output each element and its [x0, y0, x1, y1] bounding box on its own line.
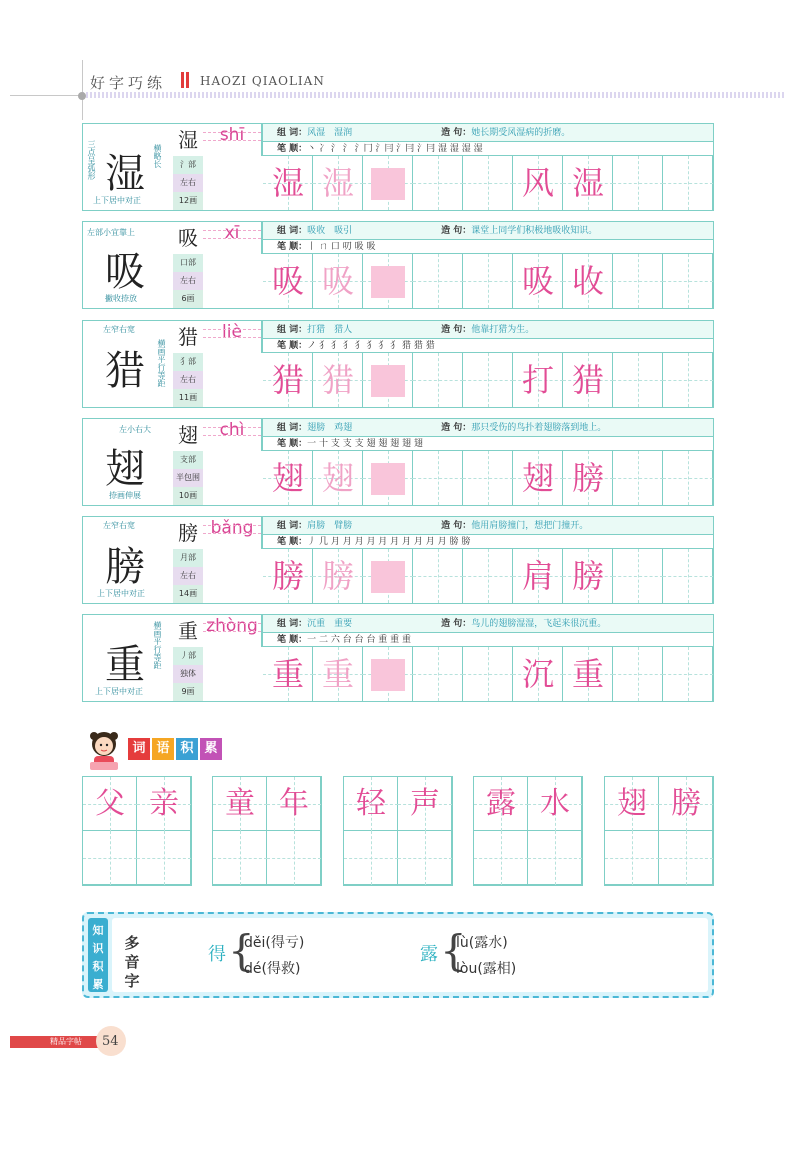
writing-tip: 横画平行等距 — [153, 621, 162, 669]
vocab-word-grid — [604, 776, 714, 886]
vocab-cell[interactable] — [528, 777, 582, 831]
stroke-order: 丿 几 月 月 月 月 月 月 月 月 月 月 膀 膀 — [307, 537, 471, 547]
model-character: 吸 — [105, 249, 145, 295]
zuci-label: 组 词： — [277, 619, 308, 629]
structure: 独体 — [173, 665, 203, 683]
practice-cell[interactable] — [613, 254, 663, 308]
zaoju-sentence: 她长期受风湿病的折磨。 — [471, 128, 571, 138]
pinyin: xī — [224, 223, 240, 243]
practice-cell[interactable] — [663, 451, 713, 505]
practice-row — [82, 221, 714, 309]
small-character: 湿 — [178, 128, 198, 152]
zaoju-sentence: 课堂上同学们积极地吸收知识。 — [471, 226, 598, 236]
vocab-character: 童 — [225, 786, 255, 821]
stroke-count: 6画 — [173, 290, 203, 308]
practice-cell[interactable] — [513, 647, 563, 701]
vocab-character: 露 — [486, 786, 516, 821]
practice-character: 膀 — [571, 557, 604, 595]
model-character: 湿 — [105, 151, 145, 197]
header-subtitle: HAOZI QIAOLIAN — [200, 74, 325, 88]
practice-character: 湿 — [571, 164, 604, 202]
stroke-order: 丶 冫 氵 氵 氵冂 氵冃 氵冃 氵冃 湿 湿 湿 湿 — [307, 144, 483, 154]
practice-cell[interactable] — [363, 353, 413, 407]
zaoju-sentence: 那只受伤的鸟扑着翅膀落到地上。 — [471, 423, 607, 433]
vocab-character: 声 — [410, 786, 440, 821]
practice-character: 猎 — [571, 361, 604, 399]
word-sentence-line — [263, 517, 713, 535]
zuci-words: 翅膀 鸡翅 — [307, 423, 353, 433]
zaoju-sentence: 他靠打猎为生。 — [471, 325, 535, 335]
practice-character: 重 — [321, 655, 354, 693]
practice-cell[interactable] — [663, 254, 713, 308]
zuci-words: 打猎 猎人 — [307, 325, 353, 335]
vocab-cell[interactable] — [213, 831, 267, 885]
vocab-cell[interactable] — [83, 831, 137, 885]
vocab-cell[interactable] — [267, 831, 321, 885]
practice-character: 猎 — [321, 361, 354, 399]
practice-cell[interactable] — [563, 156, 613, 210]
character-info — [173, 321, 203, 407]
character-annotation — [83, 615, 173, 701]
bihua-label: 笔 顺： — [277, 144, 308, 154]
character-annotation — [83, 419, 173, 505]
practice-grid — [263, 549, 713, 603]
practice-grid — [263, 353, 713, 407]
stroke-order-line — [263, 240, 713, 254]
vocab-character: 翅 — [617, 786, 647, 821]
stroke-count: 9画 — [173, 683, 203, 701]
practice-row — [82, 418, 714, 506]
character-annotation — [83, 124, 173, 210]
word-sentence-line — [263, 419, 713, 437]
practice-cell[interactable] — [263, 549, 313, 603]
pinyin-guide-line — [203, 623, 261, 624]
vocab-cell[interactable] — [605, 831, 659, 885]
practice-cell[interactable] — [513, 254, 563, 308]
writing-tip: 左小右大 — [119, 425, 151, 434]
vocab-cell[interactable] — [528, 831, 582, 885]
practice-row — [82, 614, 714, 702]
practice-character: 膀 — [321, 557, 354, 595]
practice-cell[interactable] — [363, 156, 413, 210]
practice-cell[interactable] — [663, 353, 713, 407]
practice-character: 吸 — [321, 262, 354, 300]
practice-cell[interactable] — [513, 549, 563, 603]
character-info — [173, 419, 203, 505]
polyphone-char: 得 — [208, 944, 226, 965]
vocab-character: 父 — [95, 786, 125, 821]
vocab-title-char: 积 — [176, 738, 198, 760]
knowledge-side-char: 识 — [92, 942, 104, 955]
practice-grid — [263, 254, 713, 308]
practice-character: 湿 — [321, 164, 354, 202]
bihua-label: 笔 顺： — [277, 537, 308, 547]
practice-character: 打 — [521, 361, 554, 399]
structure: 左右 — [173, 567, 203, 585]
vocab-cell[interactable] — [83, 777, 137, 831]
footer-bar — [10, 1036, 102, 1048]
practice-cell[interactable] — [363, 549, 413, 603]
knowledge-box — [82, 912, 714, 998]
pinyin-guide-line — [203, 631, 261, 632]
vocab-word-grid — [212, 776, 322, 886]
pinyin-guide-line — [203, 238, 261, 239]
practice-character: 猎 — [271, 361, 304, 399]
bihua-label: 笔 顺： — [277, 439, 308, 449]
small-character: 翅 — [178, 423, 198, 447]
small-character: 膀 — [178, 521, 198, 545]
knowledge-side-char: 知 — [92, 924, 104, 937]
practice-cell[interactable] — [563, 549, 613, 603]
practice-grid — [263, 156, 713, 210]
zaoju-label: 造 句： — [441, 128, 472, 138]
radical: 口部 — [173, 254, 203, 272]
practice-cell[interactable] — [463, 254, 513, 308]
practice-character: 翅 — [271, 459, 304, 497]
practice-cell[interactable] — [463, 647, 513, 701]
structure: 左右 — [173, 371, 203, 389]
zaoju-sentence: 他用肩膀撞门，想把门撞开。 — [471, 521, 589, 531]
practice-character: 风 — [521, 164, 554, 202]
writing-tip: 撇收捺放 — [105, 294, 137, 303]
practice-character: 膀 — [571, 459, 604, 497]
practice-cell[interactable] — [413, 353, 463, 407]
practice-cell[interactable] — [263, 254, 313, 308]
pinyin-guide-line — [203, 140, 261, 141]
practice-cell[interactable] — [663, 549, 713, 603]
practice-character: 肩 — [521, 557, 554, 595]
practice-cell[interactable] — [413, 156, 463, 210]
practice-cell[interactable] — [613, 353, 663, 407]
practice-cell[interactable] — [413, 451, 463, 505]
word-sentence-line — [263, 124, 713, 142]
stroke-order-line — [263, 633, 713, 647]
small-character: 猎 — [178, 325, 198, 349]
knowledge-side-char: 累 — [92, 978, 104, 991]
pinyin-guide-line — [203, 525, 261, 526]
writing-tip: 上下居中对正 — [93, 196, 141, 205]
model-character: 重 — [105, 642, 145, 688]
stroke-order: 丨 ㄇ 口 叨 吸 吸 — [307, 242, 376, 252]
character-info — [173, 124, 203, 210]
word-sentence-line — [263, 222, 713, 240]
header-bars-icon — [181, 72, 191, 88]
tracing-shape — [371, 463, 405, 495]
stroke-order: 一 十 支 支 支 翅 翅 翅 翅 翅 — [307, 439, 423, 449]
vocab-title-char: 词 — [128, 738, 150, 760]
pinyin-guide-line — [203, 329, 261, 330]
radical: 丿部 — [173, 647, 203, 665]
writing-tip: 左部小宜靠上 — [87, 228, 135, 237]
radical: 犭部 — [173, 353, 203, 371]
stroke-order: ノ 犭 犭 犭 犭 犭 犭 犭 猎 猎 猎 — [307, 341, 435, 351]
zaoju-sentence: 鸟儿的翅膀湿湿，飞起来很沉重。 — [471, 619, 607, 629]
practice-cell[interactable] — [663, 156, 713, 210]
small-character: 重 — [178, 619, 198, 643]
practice-character: 重 — [571, 655, 604, 693]
practice-cell[interactable] — [313, 254, 363, 308]
practice-row — [82, 516, 714, 604]
zuci-label: 组 词： — [277, 128, 308, 138]
vocab-word-grid — [473, 776, 583, 886]
practice-cell[interactable] — [563, 254, 613, 308]
structure: 左右 — [173, 174, 203, 192]
page-header — [0, 0, 800, 110]
brace-icon: { — [228, 926, 255, 975]
character-info — [173, 615, 203, 701]
zuci-words: 风湿 湿润 — [307, 128, 353, 138]
zaoju-label: 造 句： — [441, 226, 472, 236]
practice-cell[interactable] — [413, 647, 463, 701]
structure: 左右 — [173, 272, 203, 290]
tracing-shape — [371, 659, 405, 691]
stroke-count: 11画 — [173, 389, 203, 407]
vocab-cell[interactable] — [137, 777, 191, 831]
writing-tip: 上下居中对正 — [95, 687, 143, 696]
vocab-cell[interactable] — [267, 777, 321, 831]
pinyin: shī — [219, 125, 245, 145]
vocab-title-char: 累 — [200, 738, 222, 760]
vocab-cell[interactable] — [605, 777, 659, 831]
vocab-cell[interactable] — [659, 831, 713, 885]
polyphone-reading: lòu(露相) — [456, 961, 517, 977]
writing-tip: 横略长 — [153, 144, 162, 168]
vocab-character: 轻 — [356, 786, 386, 821]
vocab-cell[interactable] — [344, 777, 398, 831]
practice-character: 湿 — [271, 164, 304, 202]
knowledge-side-label — [88, 918, 108, 992]
word-sentence-line — [263, 321, 713, 339]
practice-grid — [263, 647, 713, 701]
pinyin: zhòng — [206, 616, 258, 636]
model-character: 膀 — [105, 544, 145, 590]
writing-tip: 左窄右宽 — [103, 325, 135, 334]
page-number: 54 — [102, 1034, 119, 1049]
zuci-words: 吸收 吸引 — [307, 226, 353, 236]
vocab-word-grid — [343, 776, 453, 886]
practice-cell[interactable] — [313, 451, 363, 505]
vocab-character: 水 — [540, 786, 570, 821]
practice-character: 吸 — [521, 262, 554, 300]
practice-grid — [263, 451, 713, 505]
zaoju-label: 造 句： — [441, 423, 472, 433]
vocab-character: 年 — [279, 786, 309, 821]
pinyin-guide-line — [203, 533, 261, 534]
tracing-shape — [371, 168, 405, 200]
practice-cell[interactable] — [563, 451, 613, 505]
writing-tip: 上下居中对正 — [97, 589, 145, 598]
header-stripe — [82, 92, 785, 98]
zuci-label: 组 词： — [277, 423, 308, 433]
practice-cell[interactable] — [363, 254, 413, 308]
practice-character: 翅 — [321, 459, 354, 497]
pinyin: bǎng — [210, 518, 254, 538]
zuci-label: 组 词： — [277, 226, 308, 236]
vocab-cell[interactable] — [474, 831, 528, 885]
zaoju-label: 造 句： — [441, 521, 472, 531]
practice-cell[interactable] — [513, 353, 563, 407]
character-annotation — [83, 222, 173, 308]
stroke-order-line — [263, 339, 713, 353]
practice-cell[interactable] — [613, 549, 663, 603]
zaoju-label: 造 句： — [441, 325, 472, 335]
practice-cell[interactable] — [263, 451, 313, 505]
pinyin-guide-line — [203, 337, 261, 338]
knowledge-title: 多音字 — [124, 934, 140, 990]
radical: 支部 — [173, 451, 203, 469]
polyphone-reading: dé(得救) — [244, 961, 301, 977]
vocab-cell[interactable] — [398, 777, 452, 831]
writing-tip: 横画平行等距 — [157, 339, 166, 387]
character-annotation — [83, 517, 173, 603]
practice-cell[interactable] — [563, 647, 613, 701]
character-annotation — [83, 321, 173, 407]
stroke-count: 12画 — [173, 192, 203, 210]
practice-cell[interactable] — [513, 156, 563, 210]
radical: 月部 — [173, 549, 203, 567]
practice-character: 收 — [571, 262, 604, 300]
polyphone-char: 露 — [420, 944, 438, 965]
radical: 氵部 — [173, 156, 203, 174]
zaoju-label: 造 句： — [441, 619, 472, 629]
practice-cell[interactable] — [663, 647, 713, 701]
zuci-label: 组 词： — [277, 325, 308, 335]
zuci-words: 肩膀 臂膀 — [307, 521, 353, 531]
footer-label: 精品字帖 — [50, 1037, 82, 1046]
header-vertical-line — [82, 60, 83, 120]
practice-cell[interactable] — [463, 156, 513, 210]
practice-cell[interactable] — [413, 549, 463, 603]
zuci-words: 沉重 重要 — [307, 619, 353, 629]
header-title: 好字巧练 — [90, 74, 167, 92]
practice-cell[interactable] — [463, 451, 513, 505]
practice-cell[interactable] — [313, 549, 363, 603]
practice-cell[interactable] — [613, 647, 663, 701]
character-info — [173, 222, 203, 308]
practice-cell[interactable] — [613, 451, 663, 505]
stroke-count: 14画 — [173, 585, 203, 603]
practice-row — [82, 320, 714, 408]
stroke-order-line — [263, 535, 713, 549]
vocab-cell[interactable] — [344, 831, 398, 885]
practice-cell[interactable] — [263, 647, 313, 701]
stroke-order-line — [263, 437, 713, 451]
tracing-shape — [371, 365, 405, 397]
vocab-cell[interactable] — [659, 777, 713, 831]
tracing-shape — [371, 266, 405, 298]
practice-character: 吸 — [271, 262, 304, 300]
bihua-label: 笔 顺： — [277, 635, 308, 645]
tracing-shape — [371, 561, 405, 593]
vocab-title-char: 语 — [152, 738, 174, 760]
practice-row — [82, 123, 714, 211]
writing-tip: 捺画伸展 — [109, 491, 141, 500]
vocab-cell[interactable] — [137, 831, 191, 885]
practice-cell[interactable] — [463, 549, 513, 603]
vocab-word-grid — [82, 776, 192, 886]
stroke-count: 10画 — [173, 487, 203, 505]
pinyin: chì — [219, 420, 245, 440]
girl-mascot-icon — [86, 728, 122, 772]
vocab-cell[interactable] — [213, 777, 267, 831]
brace-icon: { — [440, 926, 467, 975]
vocab-character: 膀 — [671, 786, 701, 821]
vocab-cell[interactable] — [398, 831, 452, 885]
practice-cell[interactable] — [313, 156, 363, 210]
character-info — [173, 517, 203, 603]
word-sentence-line — [263, 615, 713, 633]
practice-cell[interactable] — [563, 353, 613, 407]
practice-cell[interactable] — [263, 156, 313, 210]
vocab-character: 亲 — [149, 786, 179, 821]
stroke-order: 一 二 六 台 台 台 重 重 重 — [307, 635, 412, 645]
practice-cell[interactable] — [513, 451, 563, 505]
vocab-cell[interactable] — [474, 777, 528, 831]
practice-cell[interactable] — [463, 353, 513, 407]
pinyin: liè — [222, 322, 242, 342]
bihua-label: 笔 顺： — [277, 341, 308, 351]
practice-cell[interactable] — [413, 254, 463, 308]
practice-cell[interactable] — [313, 353, 363, 407]
pinyin-guide-line — [203, 427, 261, 428]
practice-character: 膀 — [271, 557, 304, 595]
bihua-label: 笔 顺： — [277, 242, 308, 252]
writing-tip: 三点呈弧形 — [87, 140, 96, 180]
small-character: 吸 — [178, 226, 198, 250]
polyphone-reading: lù(露水) — [456, 935, 508, 951]
polyphone-reading: děi(得亏) — [244, 935, 305, 951]
stroke-order-line — [263, 142, 713, 156]
model-character: 翅 — [105, 446, 145, 492]
pinyin-guide-line — [203, 132, 261, 133]
writing-tip: 左窄右宽 — [103, 521, 135, 530]
practice-cell[interactable] — [313, 647, 363, 701]
header-dot — [78, 92, 86, 100]
practice-cell[interactable] — [263, 353, 313, 407]
zuci-label: 组 词： — [277, 521, 308, 531]
knowledge-content — [112, 918, 708, 992]
model-character: 猎 — [105, 348, 145, 394]
practice-character: 重 — [271, 655, 304, 693]
practice-character: 翅 — [521, 459, 554, 497]
knowledge-side-char: 积 — [92, 960, 104, 973]
practice-cell[interactable] — [363, 647, 413, 701]
practice-cell[interactable] — [363, 451, 413, 505]
structure: 半包围 — [173, 469, 203, 487]
practice-character: 沉 — [521, 655, 554, 693]
pinyin-guide-line — [203, 230, 261, 231]
pinyin-guide-line — [203, 435, 261, 436]
practice-cell[interactable] — [613, 156, 663, 210]
